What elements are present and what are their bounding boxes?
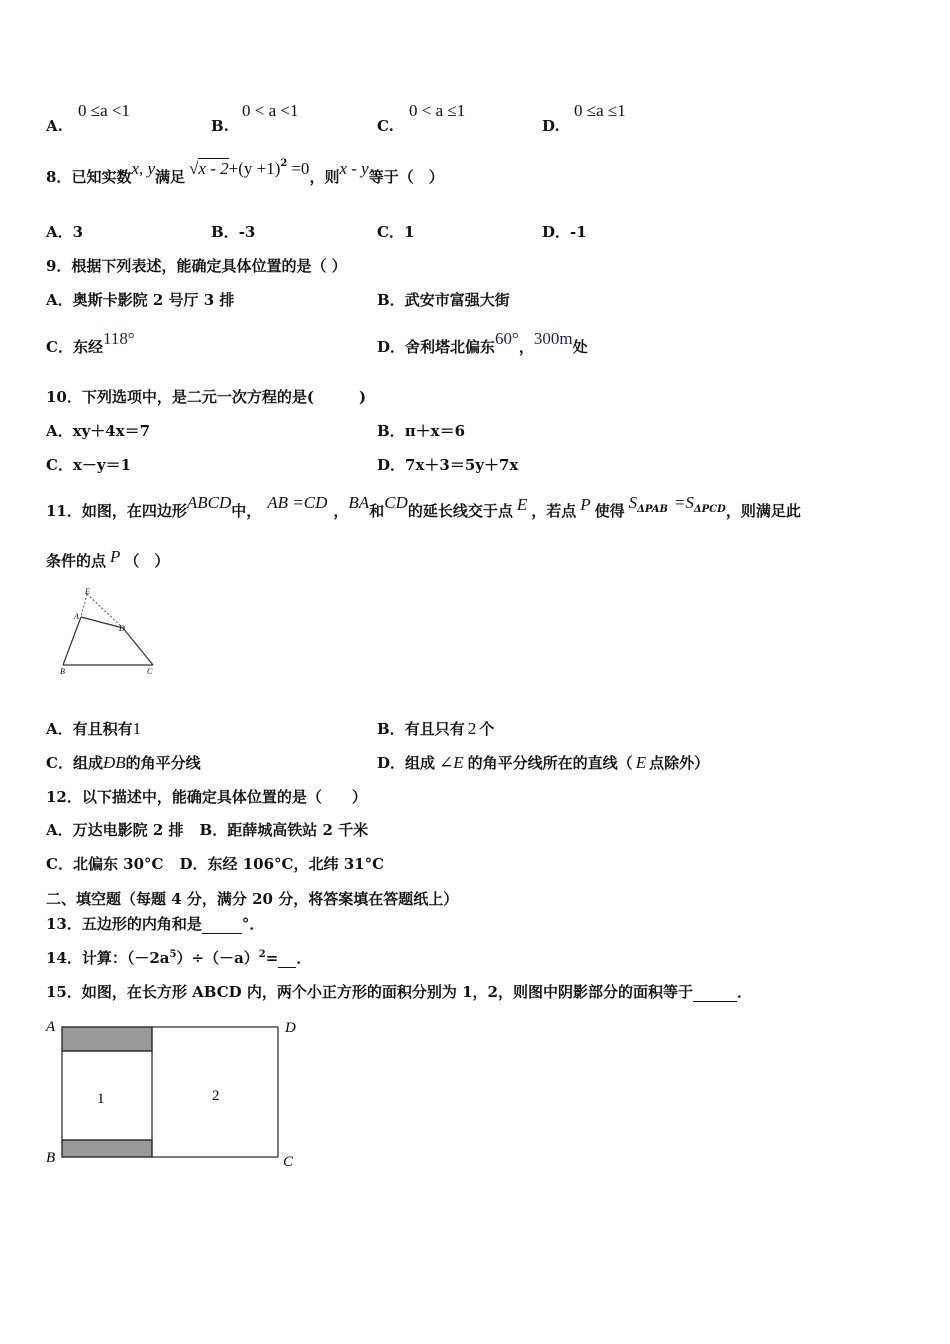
q8-vars: x, y: [131, 159, 156, 178]
q11-fig-label-e: E: [85, 588, 90, 596]
q14-answer-blank: [278, 949, 296, 968]
q15-fig-label-d: D: [285, 1020, 296, 1036]
q12-options-cd: C．北偏东 30°C D．东经 106°C，北纬 31°C: [46, 855, 385, 873]
q9-option-b: B．武安市富强大街: [377, 291, 510, 309]
q15-shaded-top: [62, 1027, 152, 1051]
q15-square-2-label: 2: [212, 1088, 220, 1104]
q8-text-3: ，则: [309, 168, 340, 186]
q15-answer-blank: [693, 983, 737, 1002]
q10-option-a: A．xy＋4x＝7: [46, 422, 151, 440]
q15-shaded-bottom: [62, 1140, 152, 1157]
q8-text-2: 满足: [155, 168, 186, 186]
q9-option-a: A．奥斯卡影院 2 号厅 3 排: [46, 291, 235, 309]
q11-fig-label-b: B: [60, 667, 65, 676]
q8-eq-rest: +(y +1): [228, 159, 281, 178]
q8-number: 8．: [46, 168, 72, 186]
q10-option-b: B．π＋x＝6: [377, 422, 466, 440]
q11-option-c: C．组成ÐB的角平分线: [46, 753, 201, 772]
q7-option-c-label: C.: [377, 117, 394, 135]
q8-option-b: B．-3: [211, 223, 256, 241]
q9-stem: 9．根据下列表述，能确定具体位置的是（ ）: [46, 257, 347, 275]
q13-stem: 13．五边形的内角和是 °．: [46, 915, 265, 933]
q7-option-b-label: B.: [211, 117, 229, 135]
q15-fig-label-a: A: [46, 1019, 56, 1035]
q15-fig-label-b: B: [46, 1150, 56, 1166]
q12-stem: 12．以下描述中，能确定具体位置的是（ ）: [46, 788, 367, 806]
q15-rectangle-figure: [40, 1012, 310, 1172]
section-fill-in-heading: 二、填空题（每题 4 分，满分 20 分，将答案填在答题纸上）: [46, 890, 459, 908]
q8-option-d: D．-1: [542, 223, 587, 241]
q15-square-1-label: 1: [97, 1091, 105, 1107]
q7-option-b-expr: 0 < a <1: [242, 101, 299, 120]
q11-quadrilateral-figure: [55, 588, 165, 678]
q13-answer-blank: [202, 915, 242, 934]
q11-fig-label-d: D: [119, 624, 125, 633]
q11-fig-label-a: A: [74, 612, 79, 621]
q11-stem: 11．如图，在四边形ABCD中， AB =CD ，BA和CD的延长线交于点 E ，若点 P 使得 $S^{\Delta PAB} =S^{\Delta PCD}$，则满足此: [46, 493, 801, 520]
q8-stem: 8．已知实数x, y满足 $√x - 2+(y +1)^2 =0$，则x - y等于（ ）: [46, 158, 444, 186]
q7-option-a-expr: 0 ≤a <1: [78, 101, 130, 120]
q8-expr: x - y: [339, 159, 369, 178]
q11-option-a: A．有且积有1: [46, 719, 142, 738]
q8-exponent: 2: [280, 158, 288, 169]
q9-option-c: C．东经118°: [46, 329, 135, 356]
q11-fig-label-c: C: [147, 667, 153, 676]
q7-option-a-label: A.: [46, 117, 63, 135]
q8-radicand: x - 2: [198, 159, 229, 178]
q9-option-d: D．舍利塔北偏东60°，300m处: [377, 329, 588, 356]
q10-option-d: D．7x＋3＝5y＋7x: [377, 456, 519, 474]
q14-stem: 14．计算：$(-2a^5)\div(-a)^2=$ ．: [46, 949, 312, 967]
q8-eq-end: =0: [291, 159, 310, 178]
q8-text-4: 等于（ ）: [368, 168, 444, 186]
q7-option-d-expr: 0 ≤a ≤1: [574, 101, 626, 120]
q8-text-1: 已知实数: [71, 168, 132, 186]
q10-stem: 10．下列选项中，是二元一次方程的是( ): [46, 388, 367, 406]
q11-option-b: B．有且只有 2 个: [377, 719, 495, 738]
q7-option-d-label: D.: [542, 117, 560, 135]
q11-stem-line2: 条件的点 P （ ）: [46, 547, 170, 570]
q8-option-a: A．3: [46, 223, 84, 241]
q11-option-d: D．组成 ∠E 的角平分线所在的直线（ E 点除外）: [377, 753, 710, 772]
q8-option-c: C．1: [377, 223, 415, 241]
q12-options-ab: A．万达电影院 2 排 B．距薛城高铁站 2 千米: [46, 821, 369, 839]
q10-option-c: C．x－y＝1: [46, 456, 132, 474]
q15-fig-label-c: C: [283, 1154, 294, 1170]
q7-option-c-expr: 0 < a ≤1: [409, 101, 466, 120]
q15-stem: 15．如图，在长方形 ABCD 内，两个小正方形的面积分别为 1，2，则图中阴影部分的面积等于 ．: [46, 983, 752, 1001]
